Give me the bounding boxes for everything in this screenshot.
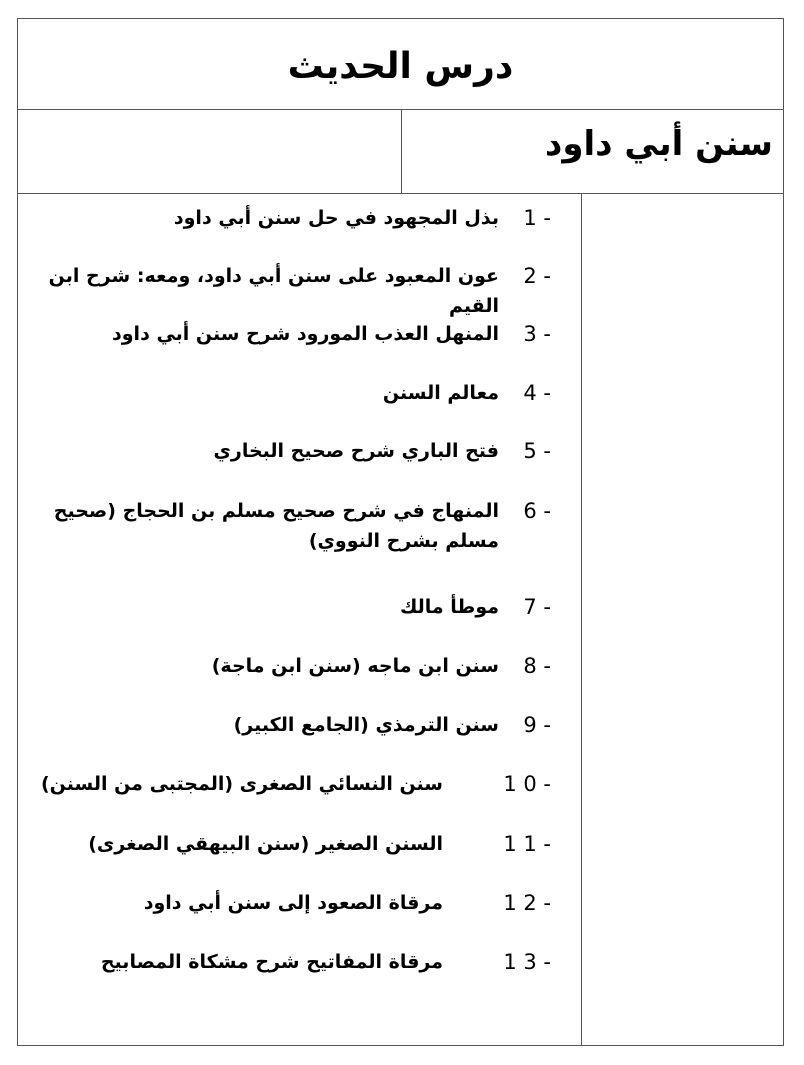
list-item — [31, 947, 551, 977]
item-text: سنن النسائي الصغرى (المجتبى من السنن) — [40, 773, 443, 795]
item-text: مرقاة المفاتيح شرح مشكاة المصابيح — [100, 951, 443, 973]
list-item — [31, 261, 551, 321]
item-number: 2 - — [523, 264, 551, 288]
list-item — [31, 651, 551, 681]
list-item — [31, 319, 551, 349]
item-text: سنن ابن ماجه (سنن ابن ماجة) — [211, 655, 499, 677]
item-number: 1 0 - — [503, 772, 551, 796]
list-item — [31, 496, 551, 556]
list-item — [31, 436, 551, 466]
item-number: 1 3 - — [503, 950, 551, 974]
item-number: 9 - — [523, 713, 551, 737]
item-number: 7 - — [523, 595, 551, 619]
document-table — [17, 18, 784, 1046]
item-text: المنهل العذب المورود شرح سنن أبي داود — [112, 323, 499, 345]
item-number: 1 1 - — [503, 832, 551, 856]
list-item — [31, 710, 551, 740]
item-text: معالم السنن — [382, 382, 499, 404]
section-title: سنن أبي داود — [544, 124, 773, 164]
item-text: فتح الباري شرح صحيح البخاري — [213, 440, 499, 462]
page-title: درس الحديث — [287, 45, 514, 87]
list-item — [31, 592, 551, 622]
item-number: 3 - — [523, 322, 551, 346]
item-text: سنن الترمذي (الجامع الكبير) — [233, 714, 499, 736]
item-number: 5 - — [523, 439, 551, 463]
list-item — [31, 888, 551, 918]
item-text: عون المعبود على سنن أبي داود، ومعه: شرح ابن القيم — [48, 265, 499, 317]
subtitle-row — [18, 110, 783, 194]
title-row — [18, 19, 783, 110]
item-text: المنهاج في شرح صحيح مسلم بن الحجاج (صحيح مسلم بشرح النووي) — [53, 500, 499, 552]
item-number: 1 - — [523, 206, 551, 230]
column-divider — [581, 194, 582, 1045]
list-item — [31, 829, 551, 859]
list-item — [31, 203, 551, 233]
item-text: موطأ مالك — [399, 596, 499, 618]
item-number: 1 2 - — [503, 891, 551, 915]
list-item — [31, 378, 551, 408]
item-number: 6 - — [523, 499, 551, 523]
item-text: السنن الصغير (سنن البيهقي الصغرى) — [88, 833, 443, 855]
list-item — [31, 769, 551, 799]
item-number: 8 - — [523, 654, 551, 678]
body-row — [18, 194, 783, 1045]
item-number: 4 - — [523, 381, 551, 405]
item-text: بذل المجهود في حل سنن أبي داود — [173, 207, 499, 229]
empty-cell — [18, 110, 402, 193]
item-text: مرقاة الصعود إلى سنن أبي داود — [143, 892, 443, 914]
